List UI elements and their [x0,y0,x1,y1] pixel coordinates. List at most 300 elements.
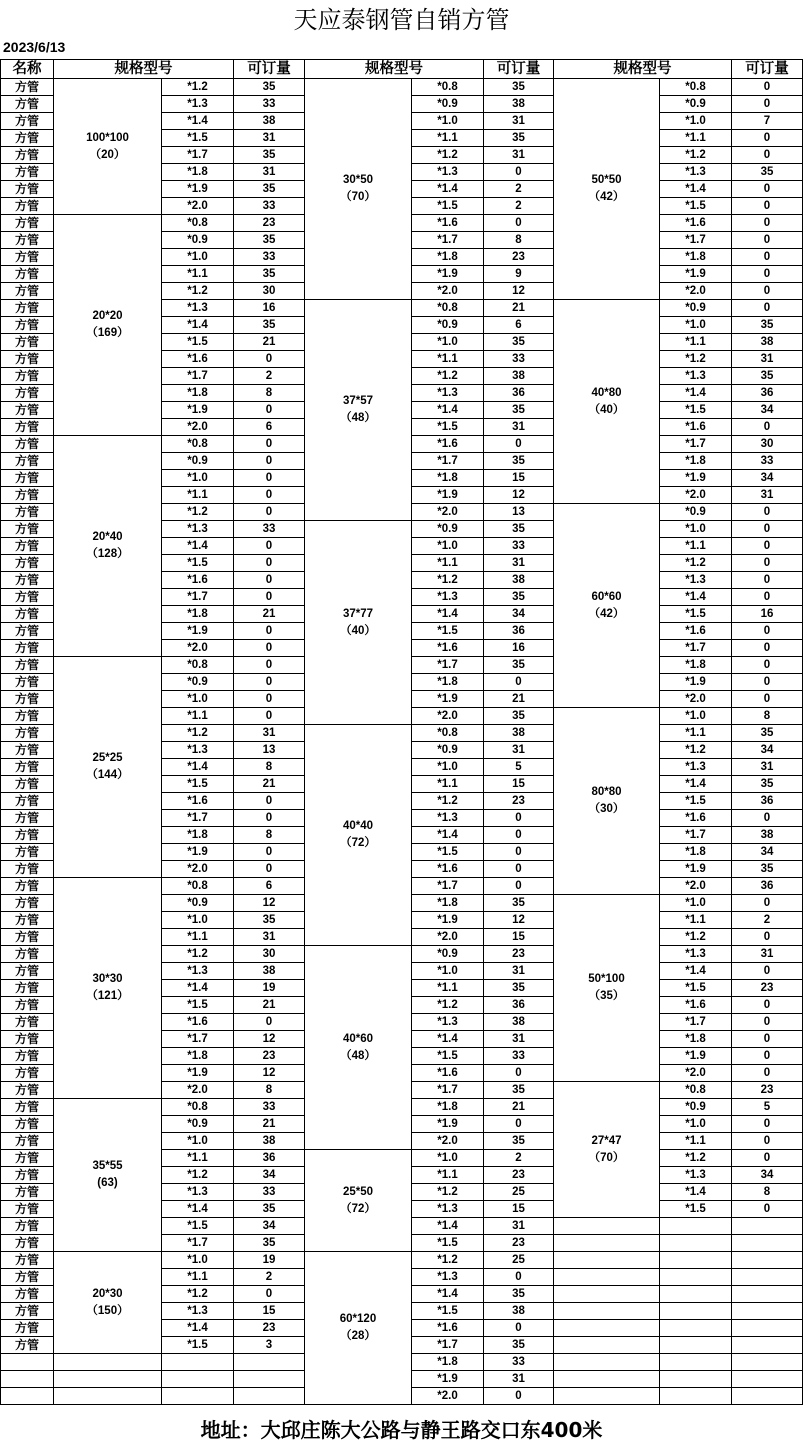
quantity-cell: 35 [234,912,305,929]
thickness-cell: *1.6 [412,215,484,232]
thickness-cell: *1.3 [162,1303,234,1320]
thickness-cell: *1.9 [162,402,234,419]
quantity-cell: 35 [732,164,803,181]
thickness-cell: *1.9 [660,674,732,691]
thickness-cell: *1.5 [412,1235,484,1252]
thickness-cell: *1.7 [412,878,484,895]
product-name-cell: 方管 [1,606,54,623]
spec-size-label: 37*57 [342,395,374,407]
thickness-cell: *1.2 [162,79,234,96]
spec-size-label: 50*50 [591,174,622,186]
thickness-cell: *1.2 [162,1286,234,1303]
quantity-cell: 0 [732,538,803,555]
quantity-cell: 35 [484,402,554,419]
spec-size-label: 20*30 [92,1287,123,1300]
spec-count-label: （35） [588,990,625,1002]
thickness-cell: *1.7 [660,1014,732,1031]
quantity-cell: 0 [732,79,803,96]
thickness-cell: *1.8 [162,385,234,402]
thickness-cell: *1.6 [660,419,732,436]
product-name-cell: 方管 [1,317,54,334]
product-name-cell [1,1371,54,1388]
quantity-cell: 0 [234,538,305,555]
thickness-cell: *0.8 [412,300,484,317]
thickness-cell: *1.3 [412,589,484,606]
product-name-cell: 方管 [1,1116,54,1133]
quantity-cell: 23 [732,1082,803,1099]
spec-count-label: （48） [340,412,376,424]
thickness-cell: *1.4 [412,1286,484,1303]
empty-cell [732,1371,803,1388]
thickness-cell: *1.0 [660,521,732,538]
empty-cell [554,1286,660,1303]
quantity-cell: 33 [234,1184,305,1201]
quantity-cell: 33 [234,198,305,215]
spec-size-label: 60*60 [591,590,622,603]
quantity-cell: 0 [234,351,305,368]
quantity-cell: 0 [732,572,803,589]
thickness-cell: *1.8 [412,1354,484,1371]
quantity-cell: 15 [484,929,554,946]
thickness-cell: *1.3 [660,368,732,385]
spec-size-label: 35*55 [92,1160,123,1172]
quantity-cell: 21 [234,776,305,793]
quantity-cell: 35 [234,232,305,249]
quantity-cell: 0 [732,555,803,572]
empty-cell [162,1388,234,1405]
quantity-cell: 35 [484,708,554,725]
spec-size-cell [554,895,660,1082]
quantity-cell: 0 [732,249,803,266]
thickness-cell: *0.9 [412,317,484,334]
thickness-cell: *1.6 [412,861,484,878]
thickness-cell: *1.0 [412,334,484,351]
empty-cell [554,1252,660,1269]
thickness-cell: *1.4 [412,181,484,198]
quantity-cell: 0 [234,861,305,878]
quantity-cell: 33 [484,1354,554,1371]
quantity-cell: 0 [732,1201,803,1218]
product-name-cell: 方管 [1,572,54,589]
empty-cell [732,1252,803,1269]
thickness-cell: *1.7 [412,1337,484,1354]
thickness-cell: *1.6 [660,810,732,827]
quantity-cell: 34 [484,606,554,623]
product-name-cell: 方管 [1,929,54,946]
quantity-cell: 31 [484,419,554,436]
quantity-cell: 16 [732,606,803,623]
thickness-cell: *1.2 [412,997,484,1014]
quantity-cell: 12 [484,487,554,504]
quantity-cell: 23 [484,1167,554,1184]
quantity-cell: 33 [484,351,554,368]
thickness-cell: *1.2 [162,725,234,742]
quantity-cell: 5 [732,1099,803,1116]
quantity-cell: 25 [484,1252,554,1269]
thickness-cell: *1.0 [412,1150,484,1167]
thickness-cell: *1.1 [412,555,484,572]
quantity-cell: 35 [732,317,803,334]
product-name-cell: 方管 [1,385,54,402]
quantity-cell: 0 [732,895,803,912]
quantity-cell: 0 [234,572,305,589]
quantity-cell: 31 [234,725,305,742]
quantity-cell: 0 [484,810,554,827]
quantity-cell: 38 [732,334,803,351]
spec-size-label: 30*50 [342,174,374,186]
thickness-cell: *1.4 [412,1031,484,1048]
thickness-cell: *1.0 [660,317,732,334]
quantity-cell: 0 [234,470,305,487]
quantity-cell: 31 [732,759,803,776]
thickness-cell: *1.6 [412,1320,484,1337]
thickness-cell: *1.5 [162,776,234,793]
quantity-cell: 12 [234,1031,305,1048]
thickness-cell: *1.3 [162,300,234,317]
product-name-cell: 方管 [1,1201,54,1218]
quantity-cell: 0 [484,436,554,453]
spec-size-label: 40*40 [342,820,374,832]
thickness-cell: *2.0 [162,861,234,878]
quantity-cell: 36 [484,385,554,402]
quantity-cell: 0 [732,198,803,215]
thickness-cell: *1.0 [660,895,732,912]
thickness-cell: *1.0 [162,1133,234,1150]
spec-count-label: （70） [588,1151,625,1164]
thickness-cell: *1.4 [162,317,234,334]
quantity-cell: 6 [234,878,305,895]
quantity-cell: 0 [484,1320,554,1337]
quantity-cell: 2 [234,1269,305,1286]
empty-cell [554,1269,660,1286]
quantity-cell: 0 [234,1286,305,1303]
spec-size-cell [305,1150,412,1252]
spec-count-label: （40） [588,403,625,416]
empty-cell [660,1218,732,1235]
product-name-cell: 方管 [1,1337,54,1354]
quantity-cell: 6 [234,419,305,436]
product-name-cell: 方管 [1,742,54,759]
product-name-cell: 方管 [1,555,54,572]
quantity-cell: 0 [484,861,554,878]
spec-count-label: （42） [588,607,625,620]
quantity-cell: 0 [484,1388,554,1405]
quantity-cell: 15 [484,1201,554,1218]
product-name-cell: 方管 [1,487,54,504]
spec-size-label: 27*47 [591,1134,622,1147]
quantity-cell: 21 [484,1099,554,1116]
thickness-cell: *1.1 [660,130,732,147]
quantity-cell: 0 [234,555,305,572]
thickness-cell: *0.9 [660,1099,732,1116]
empty-cell [660,1269,732,1286]
quantity-cell: 0 [234,436,305,453]
quantity-cell: 12 [484,283,554,300]
empty-cell [162,1354,234,1371]
quantity-cell: 21 [234,606,305,623]
quantity-cell: 35 [484,589,554,606]
quantity-cell: 34 [732,1167,803,1184]
spec-size-label: 20*40 [92,531,123,543]
quantity-cell: 0 [234,487,305,504]
product-name-cell: 方管 [1,657,54,674]
product-name-cell: 方管 [1,198,54,215]
quantity-cell: 8 [732,1184,803,1201]
product-name-cell: 方管 [1,725,54,742]
quantity-cell: 36 [732,385,803,402]
quantity-cell: 0 [732,1150,803,1167]
quantity-cell: 16 [234,300,305,317]
quantity-cell: 13 [234,742,305,759]
thickness-cell: *1.4 [412,402,484,419]
quantity-cell: 23 [484,946,554,963]
thickness-cell: *1.4 [660,589,732,606]
thickness-cell: *1.3 [162,1184,234,1201]
quantity-cell: 33 [484,538,554,555]
product-name-cell: 方管 [1,759,54,776]
quantity-cell: 34 [732,402,803,419]
thickness-cell: *1.9 [412,487,484,504]
thickness-cell: *1.8 [412,249,484,266]
product-name-cell: 方管 [1,1286,54,1303]
spec-size-cell [54,1099,162,1252]
empty-cell [234,1354,305,1371]
thickness-cell: *1.0 [162,691,234,708]
thickness-cell: *2.0 [660,283,732,300]
spec-count-label: （150） [86,1304,129,1317]
thickness-cell: *0.8 [162,657,234,674]
quantity-cell: 38 [484,1303,554,1320]
quantity-cell: 0 [484,215,554,232]
spec-count-label: （30） [588,803,625,815]
header-qty: 可订量 [484,60,554,79]
spec-count-label: （128） [86,548,129,560]
empty-cell [732,1320,803,1337]
spec-size-cell [554,708,660,895]
thickness-cell: *1.3 [412,810,484,827]
quantity-cell: 0 [732,147,803,164]
quantity-cell: 0 [732,504,803,521]
thickness-cell: *1.7 [660,232,732,249]
product-name-cell: 方管 [1,827,54,844]
thickness-cell: *1.5 [412,623,484,640]
thickness-cell: *1.4 [660,385,732,402]
product-name-cell: 方管 [1,1031,54,1048]
quantity-cell: 35 [732,776,803,793]
thickness-cell: *1.7 [412,453,484,470]
quantity-cell: 0 [732,810,803,827]
quantity-cell: 38 [484,1014,554,1031]
product-name-cell: 方管 [1,1167,54,1184]
quantity-cell: 3 [234,1337,305,1354]
product-name-cell: 方管 [1,181,54,198]
thickness-cell: *1.7 [660,827,732,844]
product-name-cell: 方管 [1,793,54,810]
quantity-cell: 0 [484,878,554,895]
thickness-cell: *1.4 [162,113,234,130]
empty-cell [554,1388,660,1405]
quantity-cell: 38 [234,963,305,980]
thickness-cell: *1.2 [660,929,732,946]
product-name-cell: 方管 [1,1252,54,1269]
empty-cell [554,1303,660,1320]
thickness-cell: *1.1 [660,538,732,555]
thickness-cell: *1.0 [162,249,234,266]
quantity-cell: 21 [484,300,554,317]
empty-cell [732,1388,803,1405]
quantity-cell: 0 [234,623,305,640]
thickness-cell: *1.4 [660,963,732,980]
thickness-cell: *0.9 [660,504,732,521]
spec-size-cell [554,504,660,708]
header-spec: 规格型号 [305,60,484,79]
product-name-cell: 方管 [1,1065,54,1082]
quantity-cell: 35 [484,1082,554,1099]
quantity-cell: 35 [484,79,554,96]
thickness-cell: *2.0 [412,504,484,521]
product-name-cell: 方管 [1,215,54,232]
spec-size-cell [305,300,412,521]
thickness-cell: *1.2 [412,793,484,810]
thickness-cell: *0.9 [660,300,732,317]
spec-count-label: （144） [86,769,129,781]
thickness-cell: *1.5 [412,1303,484,1320]
thickness-cell: *2.0 [660,1065,732,1082]
product-name-cell: 方管 [1,79,54,96]
quantity-cell: 0 [732,1048,803,1065]
quantity-cell: 33 [484,1048,554,1065]
quantity-cell: 34 [732,470,803,487]
thickness-cell: *1.7 [660,640,732,657]
product-name-cell: 方管 [1,674,54,691]
product-name-cell: 方管 [1,691,54,708]
product-name-cell [1,1354,54,1371]
thickness-cell: *1.7 [162,589,234,606]
empty-cell [554,1371,660,1388]
spec-size-label: 37*77 [342,607,374,620]
date-label: 2023/6/13 [3,39,66,55]
quantity-cell: 31 [484,113,554,130]
quantity-cell: 0 [732,1031,803,1048]
thickness-cell: *2.0 [412,929,484,946]
product-name-cell: 方管 [1,470,54,487]
empty-cell [660,1320,732,1337]
spec-size-label: 40*80 [591,386,622,399]
quantity-cell: 35 [484,657,554,674]
quantity-cell: 23 [234,1048,305,1065]
thickness-cell: *1.4 [162,1201,234,1218]
thickness-cell: *1.7 [162,147,234,164]
product-name-cell: 方管 [1,844,54,861]
quantity-cell: 30 [732,436,803,453]
quantity-cell: 0 [732,1065,803,1082]
thickness-cell: *1.8 [660,657,732,674]
product-name-cell: 方管 [1,1014,54,1031]
quantity-cell: 0 [732,266,803,283]
empty-cell [660,1388,732,1405]
quantity-cell: 6 [484,317,554,334]
quantity-cell: 8 [234,1082,305,1099]
thickness-cell: *1.0 [660,708,732,725]
thickness-cell: *1.9 [660,861,732,878]
quantity-cell: 36 [484,623,554,640]
thickness-cell: *1.1 [660,1133,732,1150]
spec-size-cell [554,1082,660,1218]
quantity-cell: 0 [234,674,305,691]
thickness-cell: *1.3 [412,385,484,402]
spec-size-label: 60*120 [339,1313,377,1325]
thickness-cell: *1.6 [660,623,732,640]
thickness-cell: *1.1 [162,266,234,283]
quantity-cell: 8 [732,708,803,725]
empty-cell [732,1269,803,1286]
thickness-cell: *1.5 [660,793,732,810]
quantity-cell: 0 [732,1116,803,1133]
thickness-cell: *1.9 [412,912,484,929]
quantity-cell: 35 [732,725,803,742]
thickness-cell: *2.0 [162,640,234,657]
quantity-cell: 13 [484,504,554,521]
quantity-cell: 35 [234,1201,305,1218]
thickness-cell: *1.6 [162,793,234,810]
quantity-cell: 25 [484,1184,554,1201]
thickness-cell: *1.9 [412,1371,484,1388]
thickness-cell: *1.4 [660,1184,732,1201]
thickness-cell: *1.9 [660,470,732,487]
thickness-cell: *1.4 [162,538,234,555]
spec-size-cell [554,79,660,300]
spec-size-cell [54,878,162,1099]
spec-size-label: 25*25 [92,752,123,764]
thickness-cell: *2.0 [660,691,732,708]
empty-cell [732,1235,803,1252]
thickness-cell: *1.2 [162,283,234,300]
quantity-cell: 0 [732,419,803,436]
empty-cell [732,1286,803,1303]
quantity-cell: 2 [732,912,803,929]
thickness-cell: *1.5 [660,402,732,419]
empty-cell [54,1388,162,1405]
quantity-cell: 35 [234,147,305,164]
quantity-cell: 36 [234,1150,305,1167]
quantity-cell: 0 [234,1014,305,1031]
thickness-cell: *0.9 [412,742,484,759]
quantity-cell: 23 [732,980,803,997]
thickness-cell: *1.0 [162,470,234,487]
address-text: 大邱庄陈大公路与静王路交口东400米 [260,1418,603,1442]
header-spec: 规格型号 [54,60,234,79]
thickness-cell: *1.5 [162,1218,234,1235]
quantity-cell: 0 [732,589,803,606]
quantity-cell: 16 [484,640,554,657]
thickness-cell: *0.9 [162,232,234,249]
product-name-cell: 方管 [1,351,54,368]
product-name-cell: 方管 [1,1150,54,1167]
quantity-cell: 0 [484,164,554,181]
quantity-cell: 33 [234,96,305,113]
quantity-cell: 0 [732,691,803,708]
quantity-cell: 7 [732,113,803,130]
product-name-cell: 方管 [1,946,54,963]
product-name-cell: 方管 [1,1184,54,1201]
quantity-cell: 33 [234,1099,305,1116]
spec-size-cell [305,725,412,946]
quantity-cell: 0 [484,1269,554,1286]
product-name-cell: 方管 [1,334,54,351]
spec-count-label: （28） [340,1330,376,1342]
thickness-cell: *2.0 [412,708,484,725]
quantity-cell: 31 [732,946,803,963]
